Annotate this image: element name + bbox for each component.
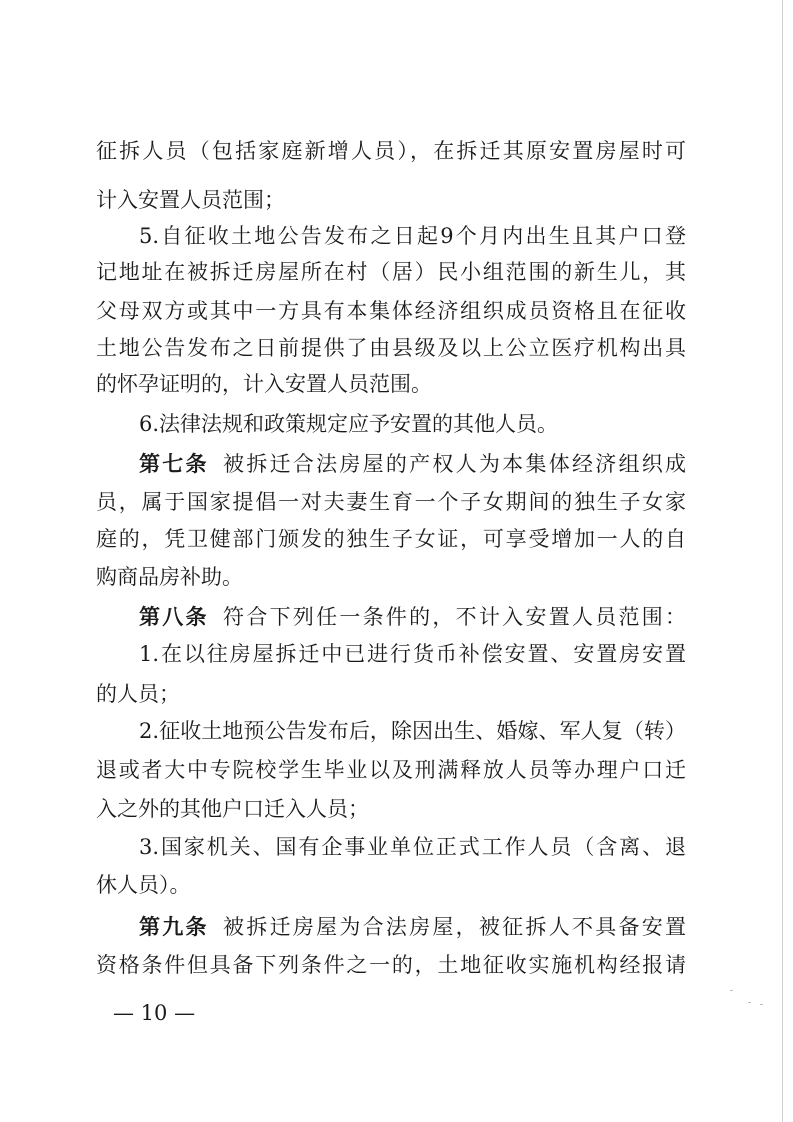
article-heading: 第九条	[139, 914, 209, 939]
text-line: 的人员；	[96, 682, 180, 706]
text-line: 退或者大中专院校学生毕业以及刑满释放人员等办理户口迁	[96, 758, 686, 782]
article-heading: 第八条	[139, 604, 209, 629]
scan-speck	[730, 990, 733, 991]
scan-speck	[760, 1004, 763, 1005]
list-item-3: 3.国家机关、国有企事业单位正式工作人员（含离、退	[139, 835, 686, 859]
text-line: 购商品房补助。	[96, 565, 243, 589]
text-line: 父母双方或其中一方具有本集体经济组织成员资格且在征收	[96, 299, 686, 323]
scan-speck	[748, 1002, 751, 1003]
text-line: 庭的，凭卫健部门颁发的独生子女证，可享受增加一人的自	[96, 527, 686, 551]
page-number: — 10 —	[113, 1001, 196, 1025]
article-9: 第九条 被拆迁房屋为合法房屋，被征拆人不具备安置	[139, 914, 687, 939]
list-item-2: 2.征收土地预公告发布后，除因出生、婚嫁、军人复（转）	[139, 719, 686, 743]
text-line: 休人员）。	[96, 873, 191, 897]
list-item-5: 5.自征收土地公告发布之日起9个月内出生且其户口登	[139, 224, 686, 248]
text-line: 的怀孕证明的，计入安置人员范围。	[96, 372, 432, 396]
list-item-6: 6.法律法规和政策规定应予安置的其他人员。	[139, 412, 559, 436]
text-line: 记地址在被拆迁房屋所在村（居）民小组范围的新生儿，其	[96, 260, 686, 284]
article-8: 第八条 符合下列任一条件的，不计入安置人员范围：	[139, 604, 687, 629]
text-line: 资格条件但具备下列条件之一的，土地征收实施机构经报请	[96, 953, 686, 977]
text-line: 征拆人员（包括家庭新增人员），在拆迁其原安置房屋时可	[96, 139, 686, 163]
text-line: 计入安置人员范围；	[96, 188, 285, 212]
text-line: 土地公告发布之日前提供了由县级及以上公立医疗机构出具	[96, 336, 686, 360]
article-heading: 第七条	[139, 451, 209, 476]
article-7: 第七条 被拆迁合法房屋的产权人为本集体经济组织成	[139, 451, 687, 476]
text-line: 员，属于国家提倡一对夫妻生育一个子女期间的独生子女家	[96, 490, 686, 514]
list-item-1: 1.在以往房屋拆迁中已进行货币补偿安置、安置房安置	[139, 642, 686, 666]
text-line: 入之外的其他户口迁入人员；	[96, 797, 369, 821]
